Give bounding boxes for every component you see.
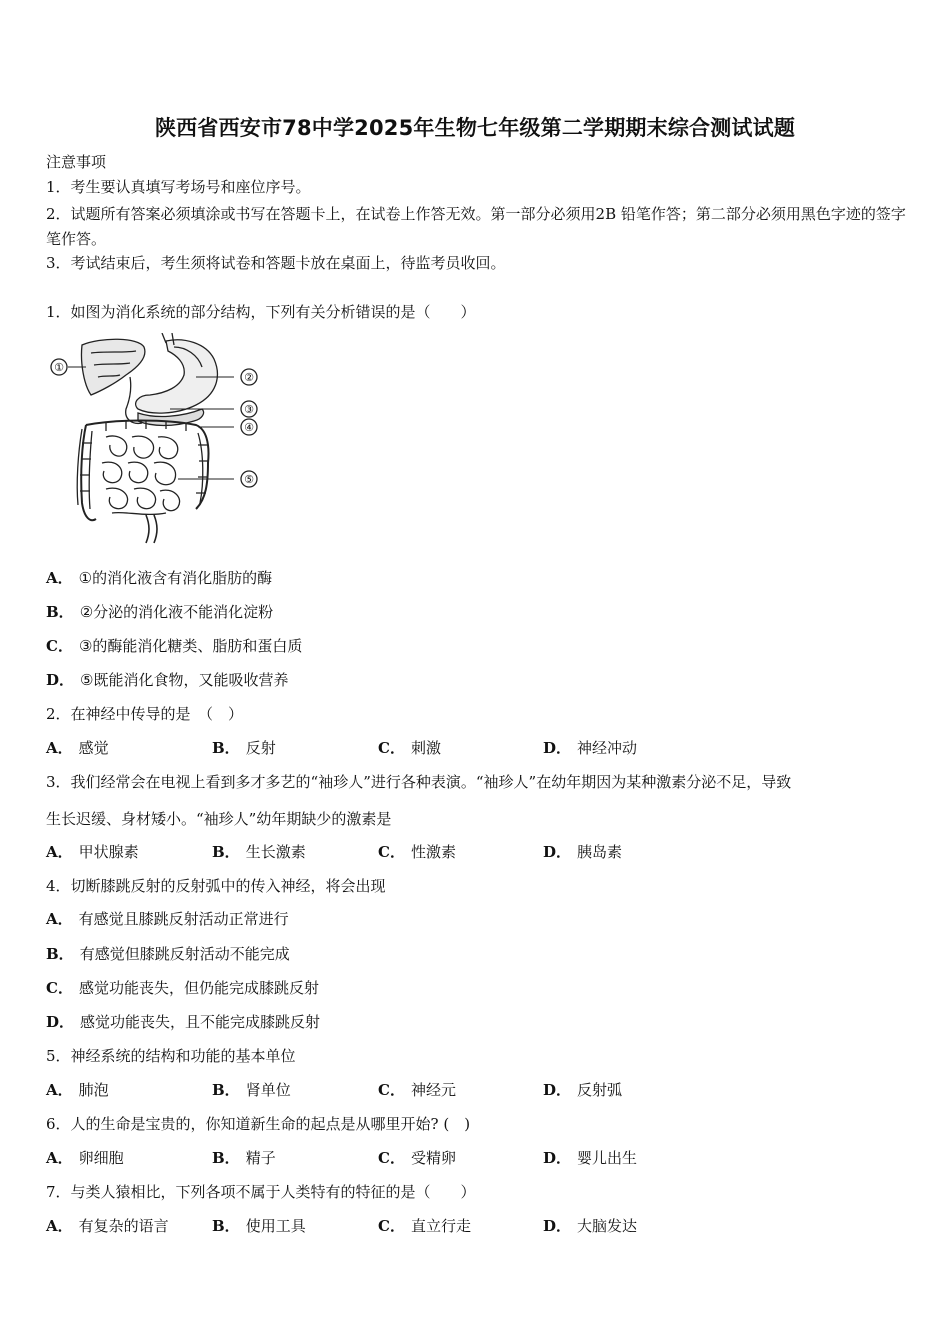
option-a: A． 有感觉且膝跳反射活动正常进行	[46, 910, 289, 928]
option-d: D． 大脑发达	[543, 1217, 638, 1235]
option-b: B． 有感觉但膝跳反射活动不能完成	[46, 945, 290, 963]
question-stem: 7．与类人猿相比，下列各项不属于人类特有的特征的是（ ）	[46, 1183, 476, 1201]
option-a: A． 甲状腺素	[46, 843, 139, 861]
option-b: B． 生长激素	[212, 843, 306, 861]
option-d: D． 感觉功能丧失，且不能完成膝跳反射	[46, 1013, 321, 1031]
option-b: B． 使用工具	[212, 1217, 306, 1235]
option-c: C． 神经元	[378, 1081, 456, 1099]
option-d: D． 胰岛素	[543, 843, 623, 861]
option-b: B． 精子	[212, 1149, 276, 1167]
page-title: 陕西省西安市78中学2025年生物七年级第二学期期末综合测试试题	[154, 116, 796, 140]
digestive-system-figure	[46, 333, 266, 548]
note-item: 2．试题所有答案必须填涂或书写在答题卡上，在试卷上作答无效。第一部分必须用2B 铅笔作答；第二部分必须用黑色字迹的签字笔作答。	[46, 205, 906, 248]
option-d: D． 反射弧	[543, 1081, 623, 1099]
option-a: A． 卵细胞	[46, 1149, 124, 1167]
figure-label-5: ⑤	[244, 473, 254, 486]
figure-label-2: ②	[244, 371, 254, 384]
option-d: D． 神经冲动	[543, 739, 638, 757]
option-a: A． 有复杂的语言	[46, 1217, 169, 1235]
option-c: C． 直立行走	[378, 1217, 471, 1235]
option-a: A． ①的消化液含有消化脂肪的酶	[46, 569, 273, 587]
option-d: D． ⑤既能消化食物，又能吸收营养	[46, 671, 289, 689]
figure-label-3: ③	[244, 403, 254, 416]
question-stem: 6．人的生命是宝贵的，你知道新生命的起点是从哪里开始? ( )	[46, 1115, 471, 1133]
figure-label-1: ①	[54, 361, 64, 374]
option-c: C． 感觉功能丧失，但仍能完成膝跳反射	[46, 979, 319, 997]
note-item: 3．考试结束后，考生须将试卷和答题卡放在桌面上，待监考员收回。	[46, 254, 506, 272]
option-c: C． 性激素	[378, 843, 456, 861]
option-b: B． ②分泌的消化液不能消化淀粉	[46, 603, 274, 621]
option-c: C． ③的酶能消化糖类、脂肪和蛋白质	[46, 637, 303, 655]
question-stem: 5．神经系统的结构和功能的基本单位	[46, 1047, 296, 1065]
option-c: C． 受精卵	[378, 1149, 456, 1167]
option-a: A． 感觉	[46, 739, 109, 757]
notes-heading: 注意事项	[46, 153, 107, 171]
option-d: D． 婴儿出生	[543, 1149, 638, 1167]
question-stem: 4．切断膝跳反射的反射弧中的传入神经，将会出现	[46, 877, 386, 895]
digestive-system-diagram	[46, 333, 266, 548]
question-stem: 3．我们经常会在电视上看到多才多艺的“袖珍人”进行各种表演。“袖珍人”在幼年期因为某种激素分泌不足，导致	[46, 773, 792, 791]
option-c: C． 刺激	[378, 739, 441, 757]
option-b: B． 肾单位	[212, 1081, 291, 1099]
note-item: 1．考生要认真填写考场号和座位序号。	[46, 178, 311, 196]
question-stem: 1．如图为消化系统的部分结构，下列有关分析错误的是（ ）	[46, 303, 476, 321]
option-a: A． 肺泡	[46, 1081, 109, 1099]
option-b: B． 反射	[212, 739, 276, 757]
question-stem: 2．在神经中传导的是 （ ）	[46, 705, 244, 723]
figure-label-4: ④	[244, 421, 254, 434]
question-stem-cont: 生长迟缓、身材矮小。“袖珍人”幼年期缺少的激素是	[46, 810, 392, 828]
